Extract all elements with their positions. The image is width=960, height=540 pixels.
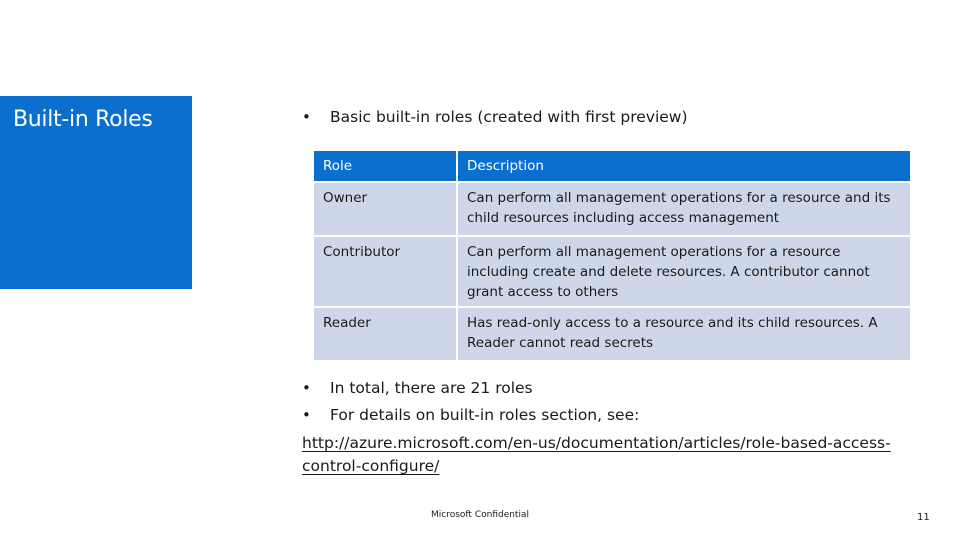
intro-bullet: [302, 108, 688, 126]
bullet-icon: •: [302, 108, 311, 126]
role-cell: Owner: [313, 182, 457, 236]
description-cell: Has read-only access to a resource and its child resources. A Reader cannot read secrets: [457, 307, 911, 361]
footer-confidential: Microsoft Confidential: [431, 510, 529, 520]
bullet-item: [302, 379, 533, 397]
description-cell: Can perform all management operations for a resource including create and delete resources. A contributor cannot grant access to others: [457, 236, 911, 307]
bullet-icon: •: [302, 406, 311, 424]
title-panel: [0, 96, 192, 289]
role-cell: Reader: [313, 307, 457, 361]
intro-bullet-text: Basic built-in roles (created with first preview): [330, 108, 688, 126]
bullet-text: For details on built-in roles section, see:: [330, 406, 640, 424]
table-header-row: [313, 150, 911, 182]
bullet-text: In total, there are 21 roles: [330, 379, 533, 397]
header-description: Description: [457, 150, 911, 182]
page-number: 11: [917, 512, 930, 523]
docs-link[interactable]: http://azure.microsoft.com/en-us/documentation/articles/role-based-access-control-configure/: [302, 434, 891, 475]
description-cell: Can perform all management operations for a resource and its child resources including access management: [457, 182, 911, 236]
role-cell: Contributor: [313, 236, 457, 307]
bullet-item: [302, 406, 639, 424]
table-row: [313, 182, 911, 236]
table-row: [313, 307, 911, 361]
roles-table: [312, 149, 912, 362]
table-row: [313, 236, 911, 307]
header-role: Role: [313, 150, 457, 182]
slide-title: Built-in Roles: [13, 107, 153, 132]
bullet-icon: •: [302, 379, 311, 397]
